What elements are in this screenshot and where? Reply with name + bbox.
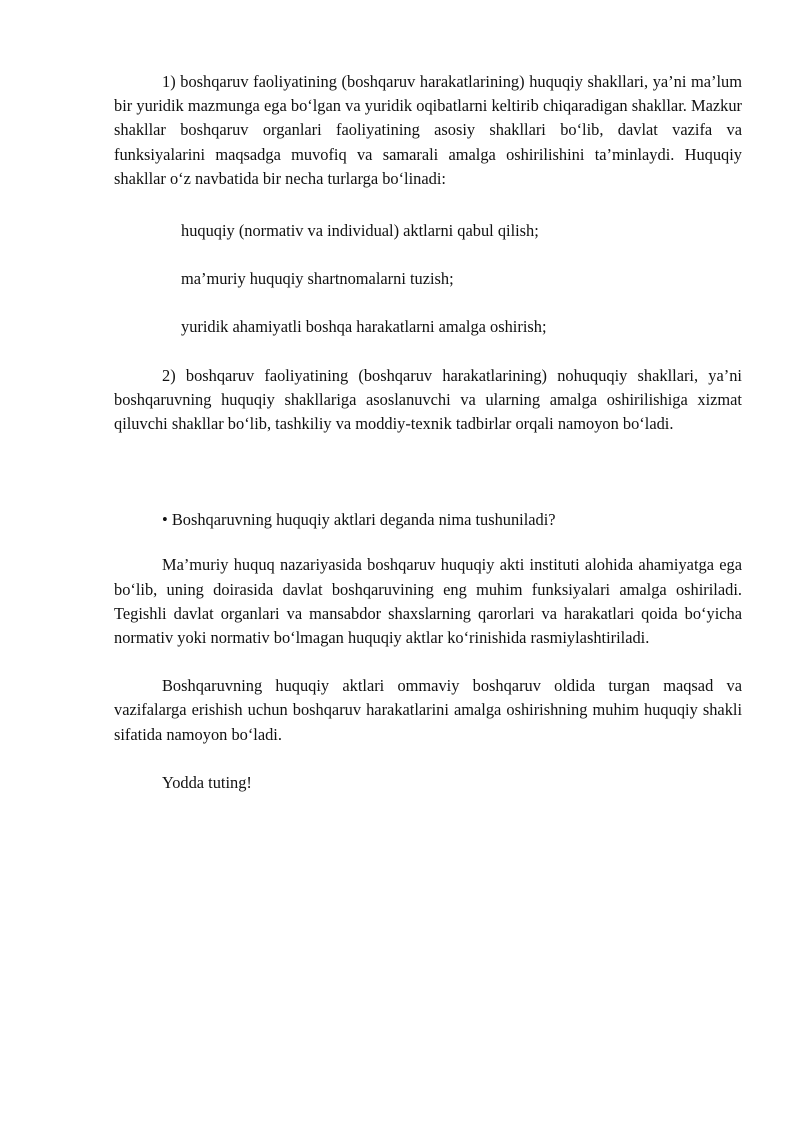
question-heading: • Boshqaruvning huquqiy aktlari deganda nima tushuniladi? [162,510,556,530]
list-item: huquqiy (normativ va individual) aktlarni qabul qilish; [181,221,539,241]
paragraph-legal-acts: Boshqaruvning huquqiy aktlari ommaviy boshqaruv oldida turgan maqsad va vazifalarga erishish uchun boshqaruv harakatlarini amalga oshirishning muhim huquqiy shakli sifatida namoyon bo‘ladi. [114,676,742,744]
paragraph-legal-forms: 1) boshqaruv faoliyatining (boshqaruv harakatlarining) huquqiy shakllari, ya’ni ma’lum bir yuridik mazmunga ega bo‘lgan va yuridik oqibatlarni keltirib chiqaradigan shakllar. Mazkur shakllar boshqaruv organlari faoliyatining asosiy shakllari bo‘lib, davlat vazifa va funksiyalarini maqsadga muvofiq va samarali amalga oshirilishini ta’minlaydi. Huquqiy shakllar o‘z navbatida bir necha turlarga bo‘linadi: [114,72,742,188]
paragraph-non-legal-forms: 2) boshqaruv faoliyatining (boshqaruv harakatlarining) nohuquqiy shakllari, ya’ni boshqaruvning huquqiy shakllariga asoslanuvchi va ularning amalga oshirilishiga xizmat qiluvchi shakllar bo‘lib, tashkiliy va moddiy-texnik tadbirlar orqali namoyon bo‘ladi. [114,365,742,434]
list-item: ma’muriy huquqiy shartnomalarni tuzish; [181,269,454,289]
note-text: Yodda tuting! [162,772,252,792]
document-page [114,70,742,795]
list-item: yuridik ahamiyatli boshqa harakatlarni amalga oshirish; [181,317,547,337]
paragraph-theory: Ma’muriy huquq nazariyasida boshqaruv huquqiy akti instituti alohida ahamiyatga ega bo‘lib, uning doirasida davlat boshqaruvining eng muhim funksiyalari amalga oshiriladi. Tegishli davlat organlari va mansabdor shaxslarning qarorlari va harakatlari qoida bo‘yicha normativ yoki normativ bo‘lmagan huquqiy aktlar ko‘rinishida rasmiylashtiriladi. [114,555,742,648]
